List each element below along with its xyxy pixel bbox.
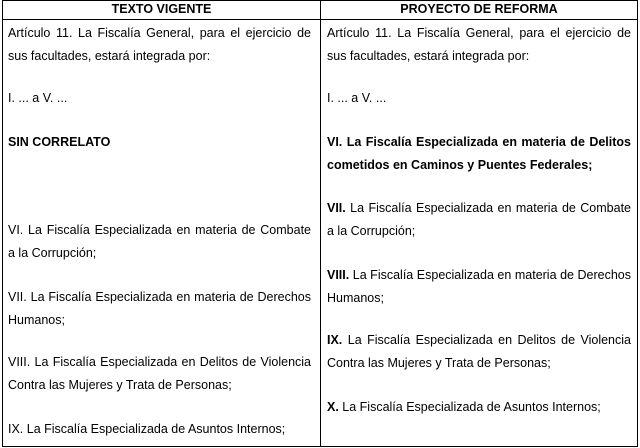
- current-fraction-ix: IX. La Fiscalía Especializada de Asuntos Internos;: [8, 422, 286, 436]
- reform-fraction-vii-text: La Fiscalía Especializada en materia de Combate a la Corrupción;: [327, 201, 631, 238]
- reform-fraction-vii-number: VII.: [327, 201, 346, 215]
- reform-fraction-ix-number: IX.: [327, 333, 343, 347]
- reform-fraction-vii: [327, 197, 631, 243]
- column-divider: [320, 0, 321, 447]
- header-divider: [2, 19, 638, 20]
- current-fractions-i-v: I. ... a V. ...: [8, 91, 68, 105]
- reform-fraction-ix: [327, 329, 631, 375]
- header-reform-project: PROYECTO DE REFORMA: [400, 2, 558, 16]
- current-article-11: Artículo 11. La Fiscalía General, para el ejercicio de sus facultades, estará integrada por:: [8, 26, 311, 63]
- reform-fraction-vi: VI. La Fiscalía Especializada en materia de Delitos cometidos en Caminos y Puentes Federales;: [327, 135, 631, 172]
- reform-article-11: Artículo 11. La Fiscalía General, para el ejercicio de sus facultades, estará integrada por:: [327, 26, 631, 63]
- reform-fraction-viii-text: La Fiscalía Especializada en materia de Derechos Humanos;: [327, 268, 631, 305]
- reform-fraction-x-number: X.: [327, 400, 339, 414]
- reform-fraction-viii: [327, 264, 631, 310]
- current-fraction-vi: VI. La Fiscalía Especializada en materia de Combate a la Corrupción;: [8, 223, 311, 260]
- reform-fraction-x-text: La Fiscalía Especializada de Asuntos Internos;: [338, 400, 601, 414]
- reform-fraction-viii-number: VIII.: [327, 268, 350, 282]
- reform-fraction-x: [327, 396, 631, 419]
- reform-fraction-ix-text: La Fiscalía Especializada en Delitos de Violencia Contra las Mujeres y Trata de Personas;: [327, 333, 631, 370]
- reform-fractions-i-v: I. ... a V. ...: [327, 91, 387, 105]
- current-no-match: SIN CORRELATO: [8, 135, 111, 149]
- header-current-text: TEXTO VIGENTE: [111, 2, 212, 16]
- current-fraction-vii: VII. La Fiscalía Especializada en materia de Derechos Humanos;: [8, 290, 311, 327]
- current-fraction-viii: VIII. La Fiscalía Especializada en Delitos de Violencia Contra las Mujeres y Trata de Personas;: [8, 355, 311, 392]
